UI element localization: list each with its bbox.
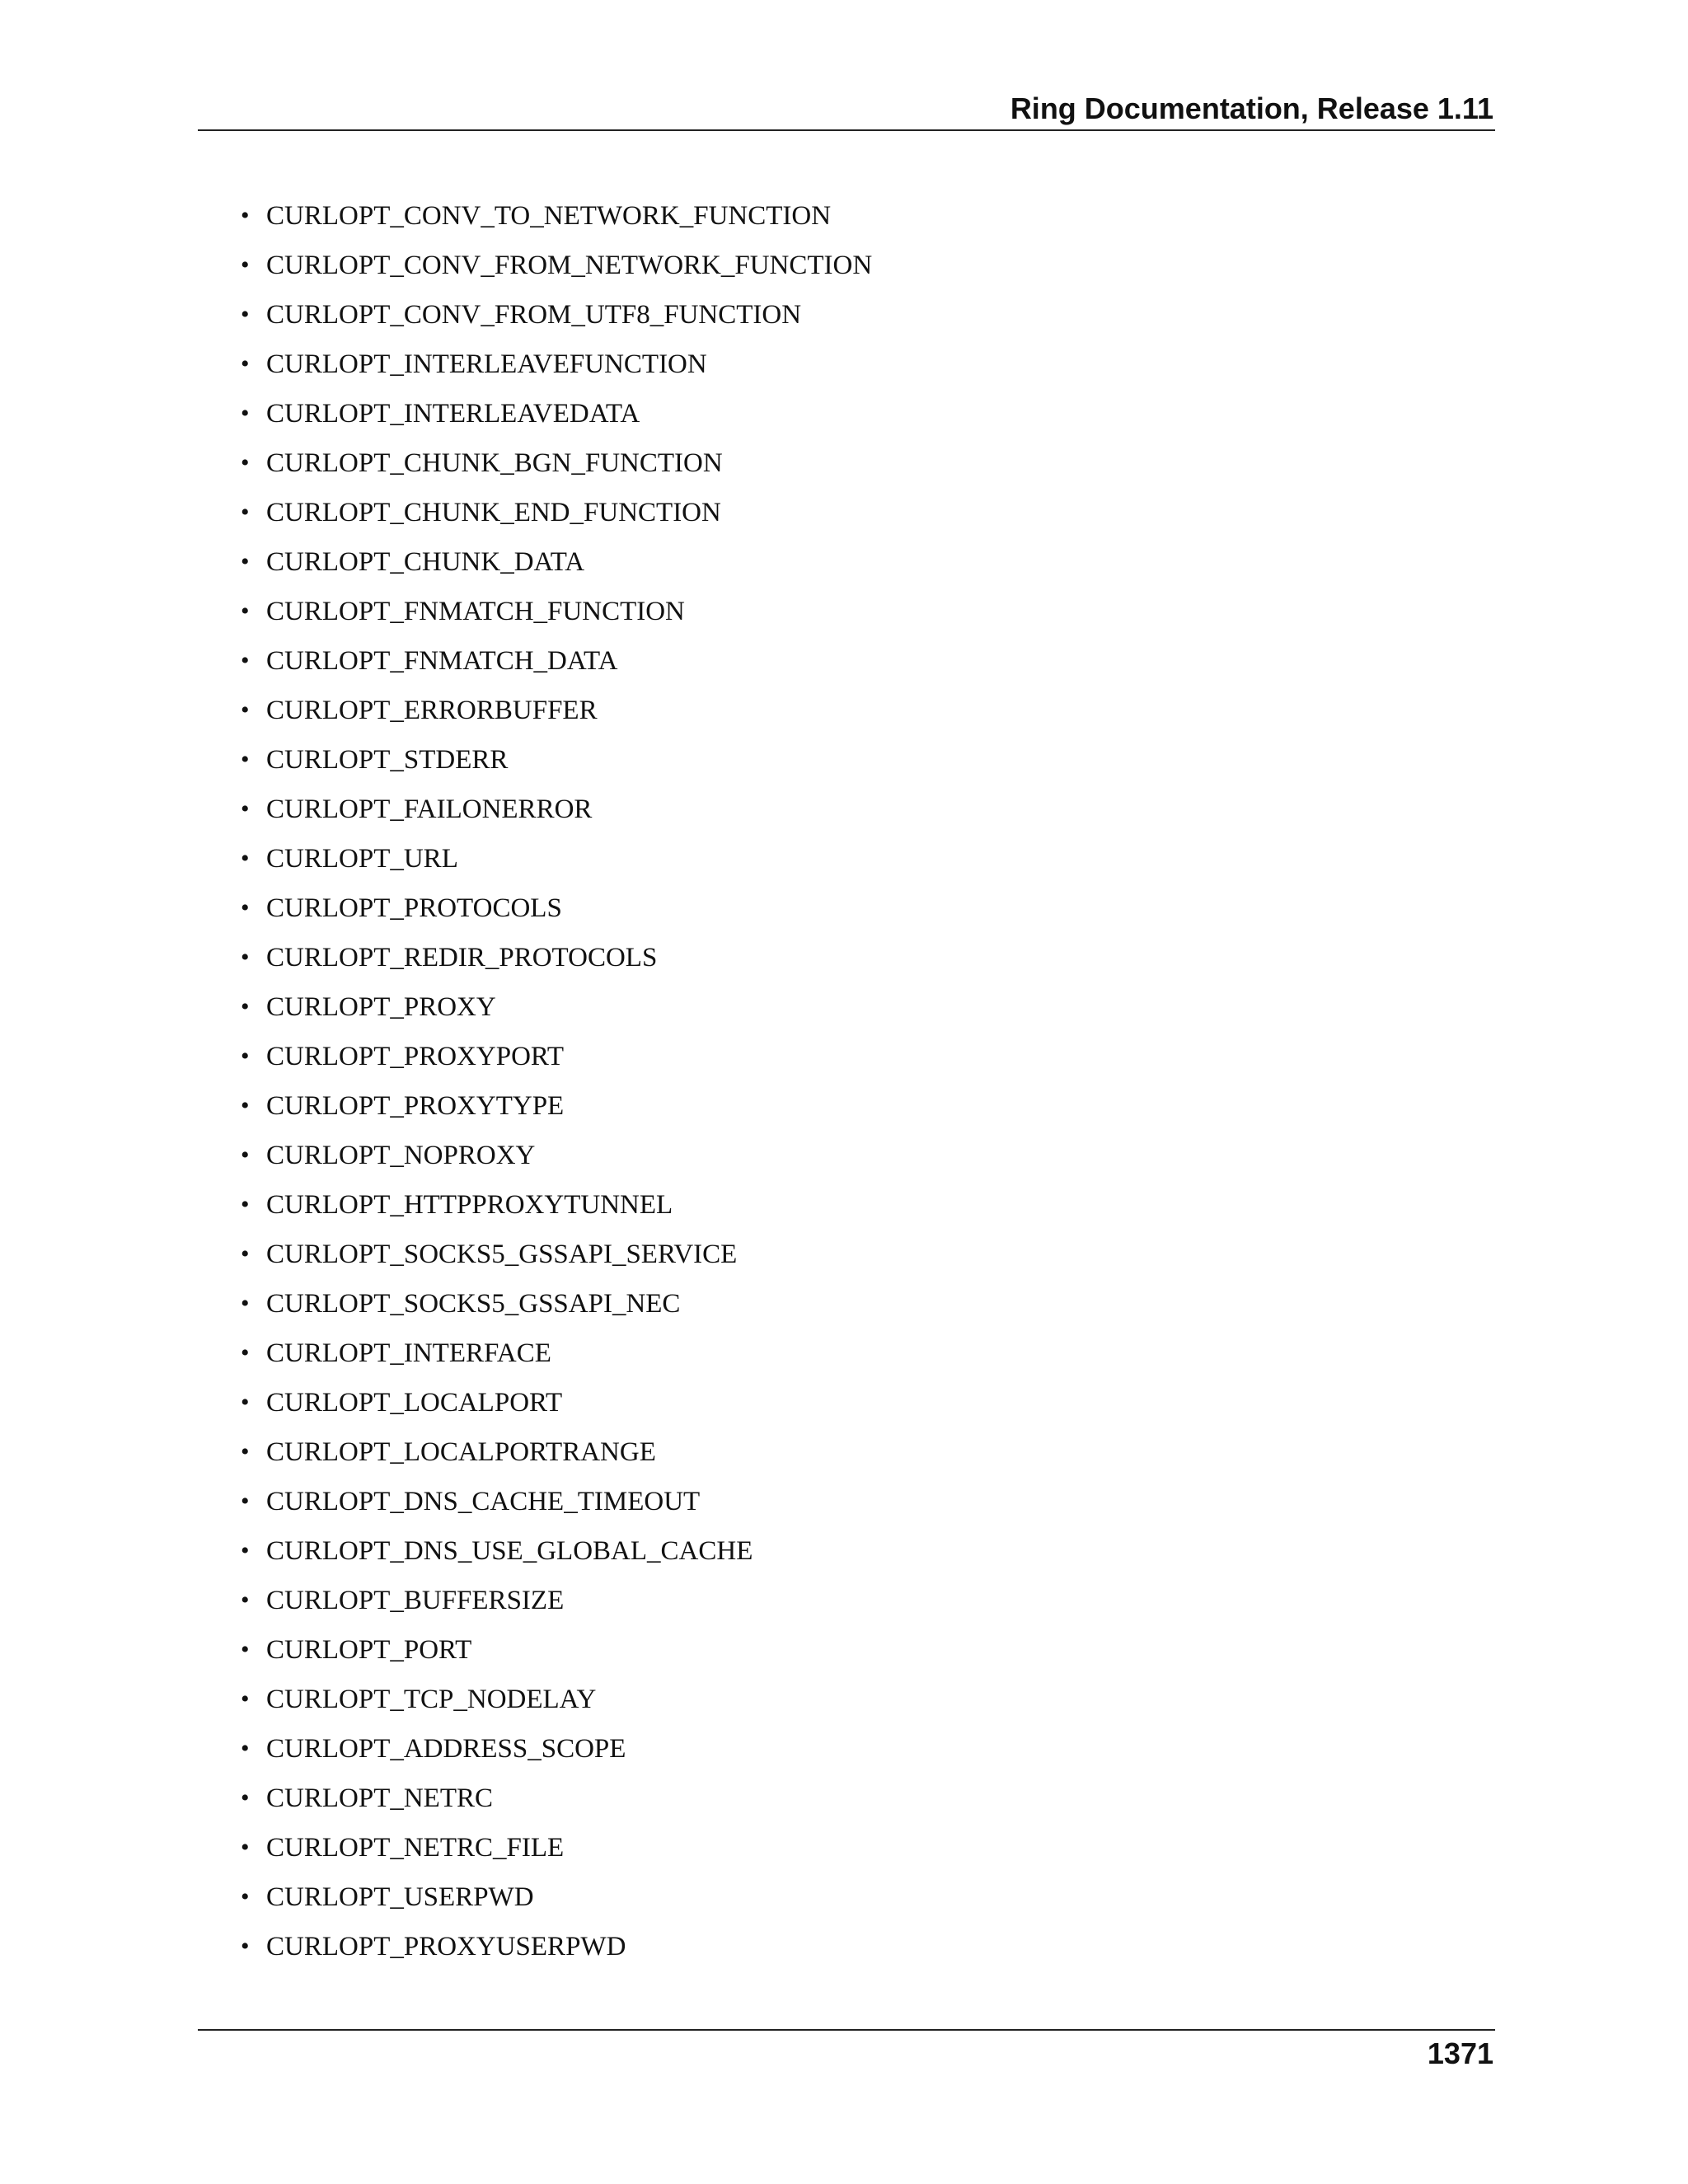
bullet-icon: •: [241, 499, 250, 526]
bullet-icon: •: [241, 1636, 250, 1663]
bullet-icon: •: [241, 696, 250, 724]
list-item-text: CURLOPT_REDIR_PROTOCOLS: [266, 943, 658, 972]
list-item-text: CURLOPT_URL: [266, 844, 458, 874]
list-item: [237, 1235, 872, 1284]
list-item: [237, 1581, 872, 1630]
list-item: [237, 790, 872, 839]
bullet-icon: •: [241, 1141, 250, 1169]
list-item: [237, 1630, 872, 1680]
curl-option-list: [237, 196, 872, 1976]
bullet-icon: •: [241, 1586, 250, 1614]
list-item-text: CURLOPT_ADDRESS_SCOPE: [266, 1734, 626, 1764]
list-item: [237, 1432, 872, 1482]
list-item: [237, 443, 872, 493]
list-item-text: CURLOPT_CHUNK_BGN_FUNCTION: [266, 448, 723, 478]
list-item-text: CURLOPT_PROXYUSERPWD: [266, 1932, 626, 1961]
list-item: [237, 1037, 872, 1086]
bullet-icon: •: [241, 845, 250, 872]
bullet-icon: •: [241, 449, 250, 476]
bullet-icon: •: [241, 400, 250, 427]
list-item-text: CURLOPT_NETRC: [266, 1783, 494, 1813]
bullet-icon: •: [241, 944, 250, 971]
list-item-text: CURLOPT_NETRC_FILE: [266, 1833, 565, 1863]
list-item: [237, 1680, 872, 1729]
list-item-text: CURLOPT_SOCKS5_GSSAPI_SERVICE: [266, 1240, 738, 1269]
list-item: [237, 1284, 872, 1333]
list-item: [237, 1927, 872, 1976]
bullet-icon: •: [241, 1389, 250, 1416]
list-item-text: CURLOPT_CHUNK_DATA: [266, 547, 585, 577]
list-item-text: CURLOPT_CHUNK_END_FUNCTION: [266, 498, 721, 527]
list-item: [237, 987, 872, 1037]
list-item-text: CURLOPT_INTERLEAVEFUNCTION: [266, 349, 707, 379]
list-item: [237, 1136, 872, 1185]
list-item: [237, 1877, 872, 1927]
list-item-text: CURLOPT_CONV_TO_NETWORK_FUNCTION: [266, 201, 832, 231]
list-item-text: CURLOPT_PROXYPORT: [266, 1042, 565, 1071]
list-item-text: CURLOPT_DNS_CACHE_TIMEOUT: [266, 1487, 701, 1516]
bullet-icon: •: [241, 251, 250, 279]
bullet-icon: •: [241, 1834, 250, 1861]
list-item: [237, 740, 872, 790]
bullet-icon: •: [241, 1290, 250, 1317]
list-item: [237, 394, 872, 443]
list-item: [237, 1185, 872, 1235]
list-item: [237, 542, 872, 592]
list-item-text: CURLOPT_PROXY: [266, 992, 496, 1022]
bullet-icon: •: [241, 894, 250, 921]
bullet-icon: •: [241, 1685, 250, 1713]
bullet-icon: •: [241, 1735, 250, 1762]
list-item-text: CURLOPT_CONV_FROM_NETWORK_FUNCTION: [266, 251, 873, 280]
bullet-icon: •: [241, 1191, 250, 1218]
bullet-icon: •: [241, 795, 250, 823]
list-item: [237, 839, 872, 888]
list-item: [237, 1828, 872, 1877]
list-item: [237, 1729, 872, 1779]
bullet-icon: •: [241, 746, 250, 773]
list-item: [237, 691, 872, 740]
list-item-text: CURLOPT_PROTOCOLS: [266, 893, 562, 923]
list-item-text: CURLOPT_SOCKS5_GSSAPI_NEC: [266, 1289, 681, 1319]
list-item-text: CURLOPT_FNMATCH_FUNCTION: [266, 597, 685, 626]
bullet-icon: •: [241, 1240, 250, 1268]
bullet-icon: •: [241, 202, 250, 229]
list-item-text: CURLOPT_FAILONERROR: [266, 794, 593, 824]
header-rule: [198, 129, 1495, 131]
list-item: [237, 1333, 872, 1383]
list-item: [237, 1531, 872, 1581]
list-item: [237, 641, 872, 691]
bullet-icon: •: [241, 1092, 250, 1119]
list-item-text: CURLOPT_TCP_NODELAY: [266, 1685, 597, 1714]
list-item-text: CURLOPT_BUFFERSIZE: [266, 1586, 565, 1615]
bullet-icon: •: [241, 1043, 250, 1070]
list-item-text: CURLOPT_CONV_FROM_UTF8_FUNCTION: [266, 300, 802, 330]
page-number: 1371: [1427, 2036, 1493, 2070]
list-item: [237, 888, 872, 938]
list-item: [237, 1482, 872, 1531]
list-item-text: CURLOPT_USERPWD: [266, 1882, 534, 1912]
bullet-icon: •: [241, 647, 250, 674]
list-item-text: CURLOPT_HTTPPROXYTUNNEL: [266, 1190, 673, 1220]
bullet-icon: •: [241, 1537, 250, 1564]
bullet-icon: •: [241, 598, 250, 625]
bullet-icon: •: [241, 993, 250, 1020]
bullet-icon: •: [241, 1438, 250, 1465]
list-item-text: CURLOPT_DNS_USE_GLOBAL_CACHE: [266, 1536, 753, 1566]
bullet-icon: •: [241, 1339, 250, 1366]
list-item-text: CURLOPT_INTERLEAVEDATA: [266, 399, 640, 429]
list-item: [237, 938, 872, 987]
footer-rule: [198, 2029, 1495, 2031]
list-item-text: CURLOPT_STDERR: [266, 745, 509, 775]
list-item-text: CURLOPT_NOPROXY: [266, 1141, 536, 1170]
running-header-title: Ring Documentation, Release 1.11: [1010, 91, 1493, 125]
bullet-icon: •: [241, 301, 250, 328]
bullet-icon: •: [241, 1883, 250, 1910]
list-item: [237, 493, 872, 542]
list-item: [237, 1086, 872, 1136]
bullet-icon: •: [241, 1488, 250, 1515]
list-item-text: CURLOPT_INTERFACE: [266, 1338, 551, 1368]
bullet-icon: •: [241, 548, 250, 575]
list-item: [237, 246, 872, 295]
list-item-text: CURLOPT_FNMATCH_DATA: [266, 646, 618, 676]
list-item: [237, 295, 872, 344]
list-item-text: CURLOPT_LOCALPORT: [266, 1388, 563, 1418]
list-item: [237, 1779, 872, 1828]
list-item-text: CURLOPT_PROXYTYPE: [266, 1091, 565, 1121]
list-item: [237, 344, 872, 394]
list-item: [237, 592, 872, 641]
list-item-text: CURLOPT_ERRORBUFFER: [266, 696, 598, 725]
bullet-icon: •: [241, 1933, 250, 1960]
list-item-text: CURLOPT_PORT: [266, 1635, 472, 1665]
list-item-text: CURLOPT_LOCALPORTRANGE: [266, 1437, 656, 1467]
bullet-icon: •: [241, 1784, 250, 1811]
list-item: [237, 1383, 872, 1432]
list-item: [237, 196, 872, 246]
bullet-icon: •: [241, 350, 250, 377]
